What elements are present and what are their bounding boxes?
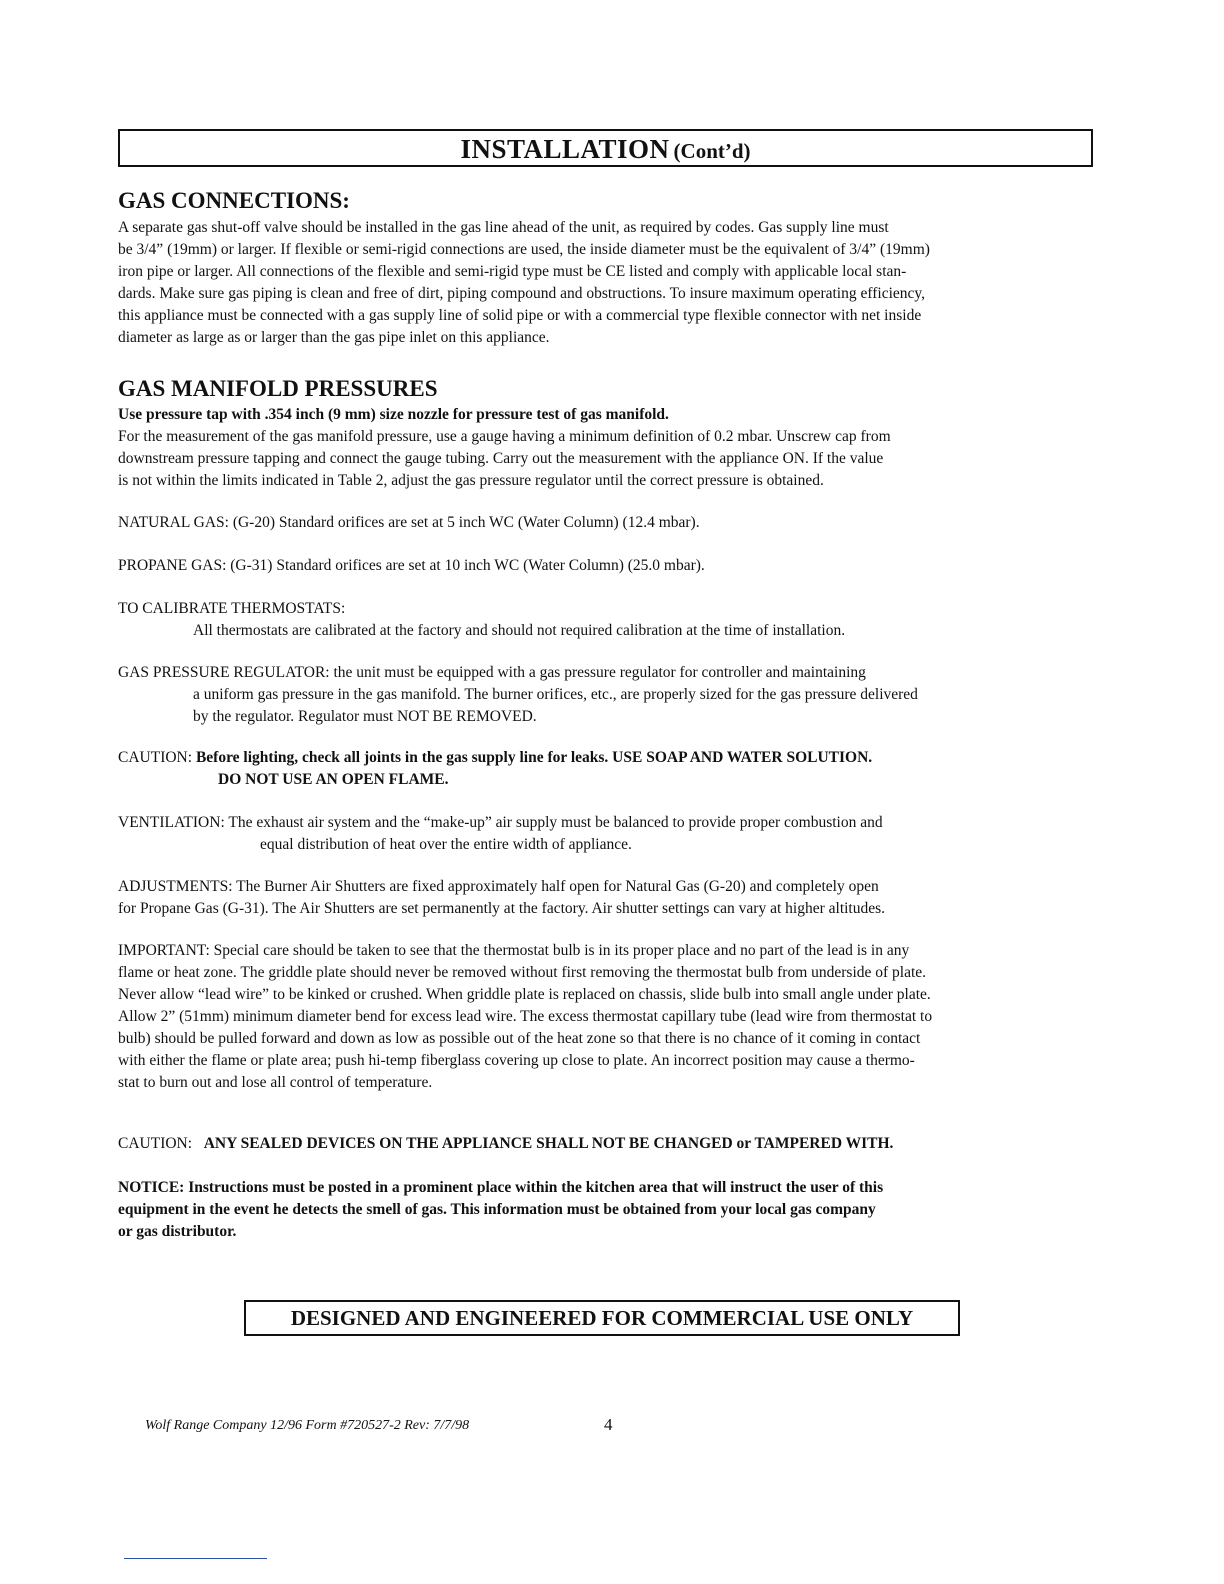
- text-line: be 3/4” (19mm) or larger. If flexible or semi-rigid connections are used, the inside diameter must be the equivalent of 3/4” (19mm): [118, 241, 930, 258]
- caution-label: CAUTION:: [118, 749, 193, 766]
- manifold-bold-line: Use pressure tap with .354 inch (9 mm) size nozzle for pressure test of gas manifold.: [118, 406, 669, 423]
- thermostats-text: All thermostats are calibrated at the factory and should not required calibration at the time of installation.: [193, 622, 846, 639]
- text-line: with either the flame or plate area; push hi-temp fiberglass covering up close to plate. An incorrect position may cause a thermo-: [118, 1052, 915, 1069]
- text-line: downstream pressure tapping and connect the gauge tubing. Carry out the measurement with the appliance ON. If the value: [118, 450, 884, 467]
- manifold-paragraph: [118, 404, 891, 492]
- thermostats-block: [118, 598, 845, 642]
- manifold-heading: GAS MANIFOLD PRESSURES: [118, 376, 438, 401]
- text-line: dards. Make sure gas piping is clean and free of dirt, piping compound and obstructions. To insure maximum operating efficiency,: [118, 285, 926, 302]
- text-line: this appliance must be connected with a gas supply line of solid pipe or with a commercial type flexible connector with net inside: [118, 307, 922, 324]
- text-line: is not within the limits indicated in Table 2, adjust the gas pressure regulator until the correct pressure is obtained.: [118, 472, 824, 489]
- gas-connections-paragraph: [118, 217, 930, 349]
- section-title-suffix: (Cont’d): [673, 139, 751, 163]
- text-line: Never allow “lead wire” to be kinked or crushed. When griddle plate is replaced on chassis, slide bulb into small angle under plate.: [118, 986, 931, 1003]
- text-line: stat to burn out and lose all control of temperature.: [118, 1074, 433, 1091]
- text-line: Allow 2” (51mm) minimum diameter bend for excess lead wire. The excess thermostat capillary tube (lead wire from thermostat to: [118, 1008, 933, 1025]
- text-line: a uniform gas pressure in the gas manifold. The burner orifices, etc., are properly sized for the gas pressure delivered: [193, 686, 918, 703]
- text-line: NOTICE: Instructions must be posted in a prominent place within the kitchen area that will instruct the user of this: [118, 1179, 884, 1196]
- text-line: bulb) should be pulled forward and down as low as possible out of the heat zone so that there is no chance of it coming in contact: [118, 1030, 921, 1047]
- propane-gas-line: PROPANE GAS: (G-31) Standard orifices are set at 10 inch WC (Water Column) (25.0 mbar).: [118, 557, 705, 574]
- section-title: INSTALLATION: [460, 134, 670, 164]
- text-line: ADJUSTMENTS: The Burner Air Shutters are fixed approximately half open for Natural Gas (G-20) and completely open: [118, 878, 879, 895]
- text-line: equal distribution of heat over the entire width of appliance.: [260, 836, 632, 853]
- footer-form: Wolf Range Company 12/96 Form #720527-2 Rev: 7/7/98: [145, 1418, 470, 1433]
- text-line: by the regulator. Regulator must NOT BE REMOVED.: [193, 708, 537, 725]
- footer-rule: [124, 1558, 267, 1559]
- caution-text-2: DO NOT USE AN OPEN FLAME.: [218, 771, 449, 788]
- adjustments-block: [118, 876, 885, 920]
- caution-sealed-text: ANY SEALED DEVICES ON THE APPLIANCE SHALL NOT BE CHANGED or TAMPERED WITH.: [203, 1135, 894, 1152]
- section-title-box: [118, 129, 1093, 167]
- text-line: for Propane Gas (G-31). The Air Shutters are set permanently at the factory. Air shutter settings can vary at higher altitudes.: [118, 900, 886, 917]
- caution-block: [118, 747, 872, 791]
- ventilation-block: [118, 812, 883, 856]
- caution-text: Before lighting, check all joints in the gas supply line for leaks. USE SOAP AND WATER SOLUTION.: [195, 749, 873, 766]
- regulator-block: [118, 662, 918, 728]
- text-line: or gas distributor.: [118, 1223, 237, 1240]
- text-line: GAS PRESSURE REGULATOR: the unit must be equipped with a gas pressure regulator for controller and maintaining: [118, 664, 866, 681]
- thermostats-label: TO CALIBRATE THERMOSTATS:: [118, 600, 346, 617]
- commercial-use-box: DESIGNED AND ENGINEERED FOR COMMERCIAL USE ONLY: [244, 1300, 960, 1336]
- gas-connections-heading: GAS CONNECTIONS:: [118, 188, 350, 213]
- text-line: For the measurement of the gas manifold pressure, use a gauge having a minimum definition of 0.2 mbar. Unscrew cap from: [118, 428, 891, 445]
- notice-block: [118, 1177, 883, 1243]
- text-line: IMPORTANT: Special care should be taken to see that the thermostat bulb is in its proper place and no part of the lead is in any: [118, 942, 910, 959]
- text-line: VENTILATION: The exhaust air system and the “make-up” air supply must be balanced to provide proper combustion and: [118, 814, 883, 831]
- text-line: iron pipe or larger. All connections of the flexible and semi-rigid type must be CE listed and comply with applicable local stan-: [118, 263, 907, 280]
- page-number: 4: [604, 1415, 613, 1434]
- text-line: A separate gas shut-off valve should be installed in the gas line ahead of the unit, as required by codes. Gas supply line must: [118, 219, 889, 236]
- text-line: flame or heat zone. The griddle plate should never be removed without first removing the thermostat bulb from underside of plate.: [118, 964, 927, 981]
- text-line: equipment in the event he detects the smell of gas. This information must be obtained from your local gas company: [118, 1201, 876, 1218]
- important-block: [118, 940, 932, 1094]
- caution-label: CAUTION:: [118, 1135, 193, 1152]
- natural-gas-line: NATURAL GAS: (G-20) Standard orifices are set at 5 inch WC (Water Column) (12.4 mbar).: [118, 514, 700, 531]
- text-line: diameter as large as or larger than the gas pipe inlet on this appliance.: [118, 329, 550, 346]
- caution-sealed-block: [118, 1133, 893, 1155]
